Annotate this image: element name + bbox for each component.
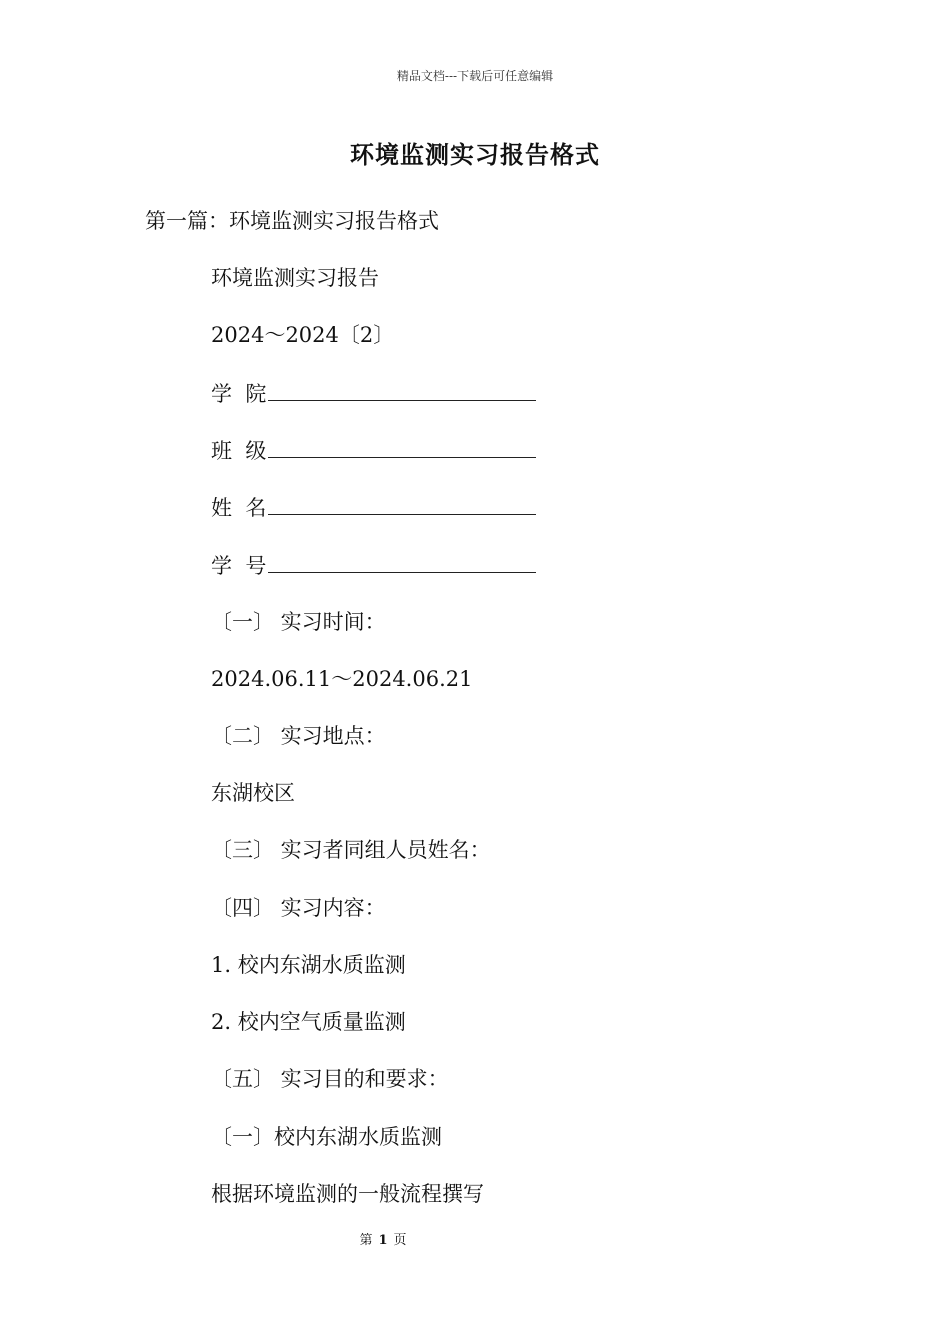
page-number: 1: [378, 1233, 388, 1248]
page-header: 精品文档---下载后可任意编辑: [396, 69, 554, 83]
report-name: 环境监测实习报告: [211, 266, 379, 290]
field-class: [211, 437, 536, 464]
content-heading: 〔四〕 实习内容：: [211, 896, 386, 920]
goal-text: 根据环境监测的一般流程撰写: [211, 1182, 484, 1206]
content-item: 1. 校内东湖水质监测: [211, 953, 406, 977]
section-heading: 第一篇：环境监测实习报告格式: [145, 209, 439, 233]
field-class-label: 班 级: [211, 439, 267, 463]
footer-suffix: 页: [393, 1233, 407, 1248]
field-student-id: [211, 552, 536, 579]
goal-sub-heading: 〔一〕校内东湖水质监测: [211, 1125, 442, 1149]
field-name: [211, 494, 536, 521]
field-college-blank: [268, 380, 536, 401]
field-college: [211, 380, 536, 407]
time-value: 2024.06.11～2024.06.21: [211, 667, 473, 691]
field-name-blank: [268, 494, 536, 515]
academic-year: 2024～2024〔2〕: [211, 323, 395, 347]
location-value: 东湖校区: [211, 781, 295, 805]
members-heading: 〔三〕 实习者同组人员姓名：: [211, 838, 491, 862]
field-college-label: 学 院: [211, 382, 267, 406]
field-student-id-label: 学 号: [211, 554, 267, 578]
field-student-id-blank: [268, 552, 536, 573]
field-name-label: 姓 名: [211, 496, 267, 520]
content-item: 2. 校内空气质量监测: [211, 1010, 406, 1034]
footer-prefix: 第: [359, 1233, 373, 1248]
page-footer: [0, 1229, 766, 1248]
location-heading: 〔二〕 实习地点：: [211, 724, 386, 748]
document-title: 环境监测实习报告格式: [350, 140, 600, 169]
time-heading: 〔一〕 实习时间：: [211, 610, 386, 634]
goal-heading: 〔五〕 实习目的和要求：: [211, 1067, 449, 1091]
field-class-blank: [268, 437, 536, 458]
